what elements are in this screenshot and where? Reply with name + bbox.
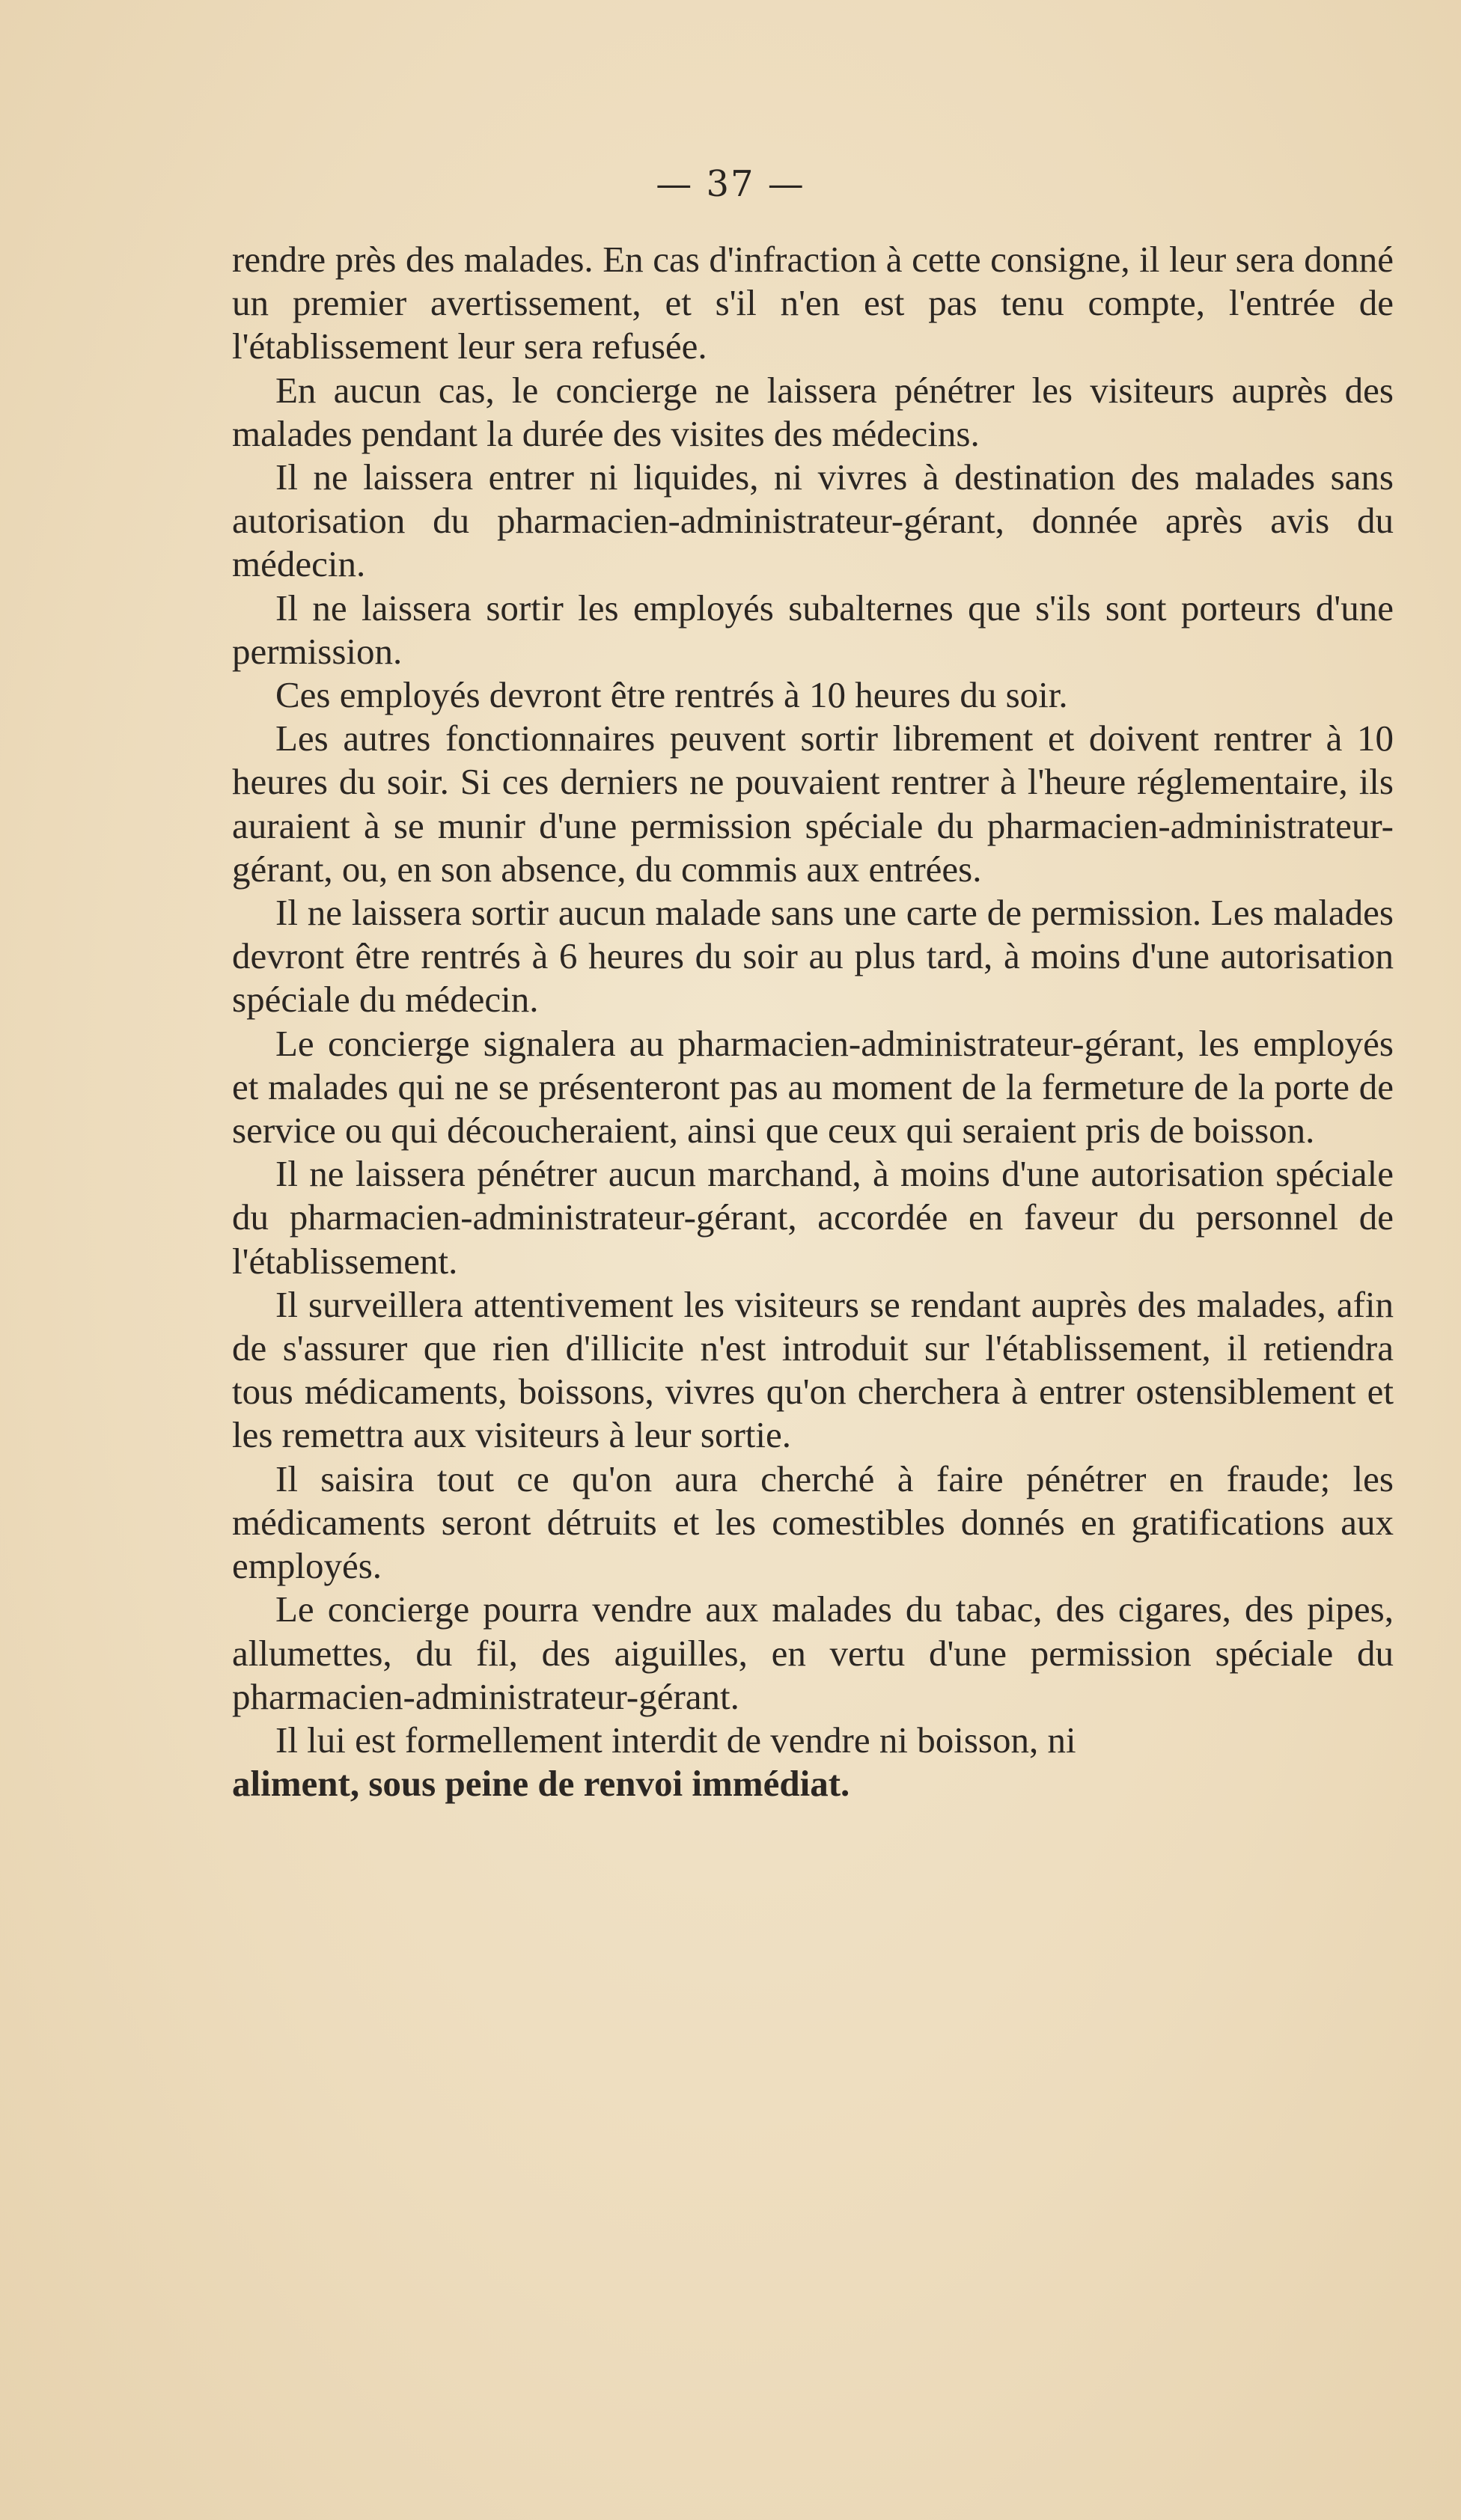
paragraph-13-bold-end: aliment, sous peine de renvoi immédiat. bbox=[232, 1763, 850, 1805]
paragraph-7: Il ne laissera sortir aucun malade sans une carte de permission. Les malades devront être rentrés à 6 heures du soir au plus tard, à moins d'une autorisation spéciale du médecin. bbox=[232, 892, 1394, 1021]
paragraph-13 bbox=[232, 1719, 1394, 1805]
paragraph-9: Il ne laissera pénétrer aucun marchand, à moins d'une autorisation spéciale du pharmacien-administrateur-gérant, accordée en faveur du personnel de l'établissement. bbox=[232, 1153, 1394, 1282]
page-body bbox=[232, 238, 1394, 1805]
paragraph-13-start: Il lui est formellement interdit de vendre ni boisson, ni bbox=[275, 1719, 1076, 1761]
page-number: — 37 — bbox=[656, 163, 805, 205]
paragraph-5: Ces employés devront être rentrés à 10 heures du soir. bbox=[275, 674, 1068, 716]
paragraph-1: rendre près des malades. En cas d'infraction à cette consigne, il leur sera donné un premier avertissement, et s'il n'en est pas tenu compte, l'entrée de l'établissement leur sera refusée. bbox=[232, 239, 1394, 367]
paragraph-6: Les autres fonctionnaires peuvent sortir librement et doivent rentrer à 10 heures du soir. Si ces derniers ne pouvaient rentrer à l'heure réglementaire, ils auraient à se munir d'une permission spéciale du pharmacien-administrateur-gérant, ou, en son absence, du commis aux entrées. bbox=[232, 718, 1394, 890]
paragraph-4: Il ne laissera sortir les employés subalternes que s'ils sont porteurs d'une permission. bbox=[232, 587, 1394, 672]
paragraph-2: En aucun cas, le concierge ne laissera pénétrer les visiteurs auprès des malades pendant la durée des visites des médecins. bbox=[232, 369, 1394, 454]
paragraph-10: Il surveillera attentivement les visiteurs se rendant auprès des malades, afin de s'assurer que rien d'illicite n'est introduit sur l'établissement, il retiendra tous médicaments, boissons, vivres qu'on cherchera à entrer ostensiblement et les remettra aux visiteurs à leur sortie. bbox=[232, 1283, 1394, 1456]
paragraph-8: Le concierge signalera au pharmacien-administrateur-gérant, les employés et malades qui ne se présenteront pas au moment de la fermeture de la porte de service ou qui découcheraient, ainsi que ceux qui seraient pris de boisson. bbox=[232, 1022, 1394, 1152]
paragraph-3: Il ne laissera entrer ni liquides, ni vivres à destination des malades sans autorisation du pharmacien-administrateur-gérant, donnée après avis du médecin. bbox=[232, 456, 1394, 585]
paragraph-11: Il saisira tout ce qu'on aura cherché à faire pénétrer en fraude; les médicaments seront détruits et les comestibles donnés en gratifications aux employés. bbox=[232, 1458, 1394, 1587]
paragraph-12: Le concierge pourra vendre aux malades du tabac, des cigares, des pipes, allumettes, du fil, des aiguilles, en vertu d'une permission spéciale du pharmacien-administrateur-gérant. bbox=[232, 1588, 1394, 1717]
